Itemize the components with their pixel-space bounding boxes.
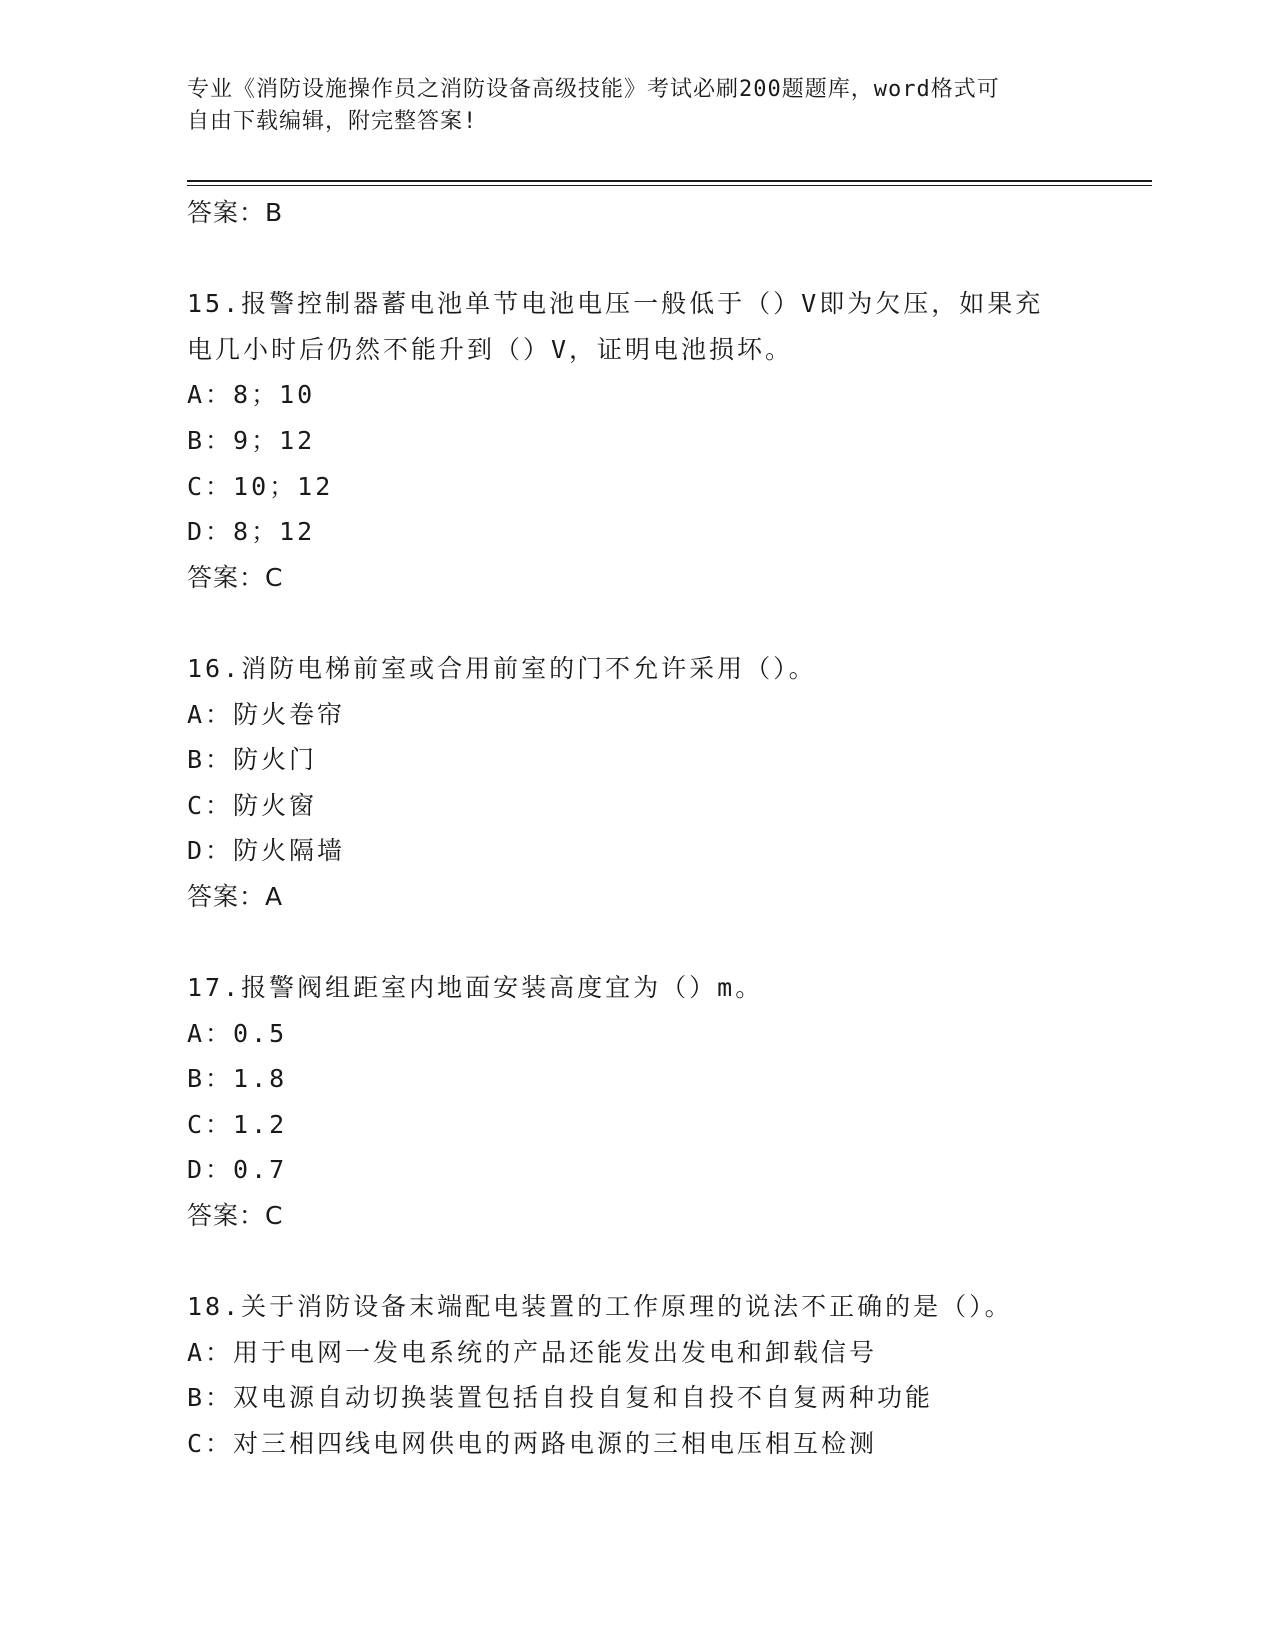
option-b: B：9；12 — [187, 425, 316, 455]
spacer — [187, 600, 1152, 646]
document-header — [187, 74, 1067, 138]
question-text: 15.报警控制器蓄电池单节电池电压一般低于（）V即为欠压，如果充 — [187, 289, 1044, 319]
header-line-2: 自由下载编辑，附完整答案! — [187, 109, 478, 134]
question-block — [187, 281, 1152, 600]
question-block — [187, 965, 1152, 1239]
option-d: D：0.7 — [187, 1155, 288, 1185]
option-a: A：8；10 — [187, 380, 316, 410]
option-c: C：对三相四线电网供电的两路电源的三相电压相互检测 — [187, 1429, 878, 1459]
question-block — [187, 646, 1152, 920]
question-text: 电几小时后仍然不能升到（）V，证明电池损坏。 — [187, 334, 794, 364]
question-text: 16.消防电梯前室或合用前室的门不允许采用（）。 — [187, 653, 817, 683]
option-b: B：防火门 — [187, 745, 318, 775]
header-rule-thin — [187, 185, 1152, 186]
question-text: 18.关于消防设备末端配电装置的工作原理的说法不正确的是（）。 — [187, 1292, 1013, 1322]
option-c: C：10；12 — [187, 471, 334, 501]
option-c: C：防火窗 — [187, 790, 318, 820]
answer-line: 答案：C — [187, 562, 284, 592]
option-c: C：1.2 — [187, 1109, 288, 1139]
option-b: B：双电源自动切换装置包括自投自复和自投不自复两种功能 — [187, 1383, 934, 1413]
answer-line: 答案：C — [187, 1201, 284, 1231]
spacer — [187, 920, 1152, 966]
option-d: D：防火隔墙 — [187, 836, 346, 866]
question-block — [187, 1284, 1152, 1466]
option-a: A：0.5 — [187, 1018, 288, 1048]
answer-line: 答案：B — [187, 198, 284, 227]
option-a: A：防火卷帘 — [187, 699, 346, 729]
spacer — [187, 1239, 1152, 1285]
question-content — [187, 190, 1152, 1467]
answer-line: 答案：A — [187, 881, 284, 911]
header-rule-thick — [187, 180, 1152, 182]
spacer — [187, 236, 1152, 282]
option-a: A：用于电网一发电系统的产品还能发出发电和卸载信号 — [187, 1337, 878, 1367]
option-b: B：1.8 — [187, 1064, 288, 1094]
option-d: D：8；12 — [187, 517, 316, 547]
question-text: 17.报警阀组距室内地面安装高度宜为（）m。 — [187, 973, 764, 1003]
header-line-1: 专业《消防设施操作员之消防设备高级技能》考试必刷200题题库，word格式可 — [187, 77, 1000, 102]
